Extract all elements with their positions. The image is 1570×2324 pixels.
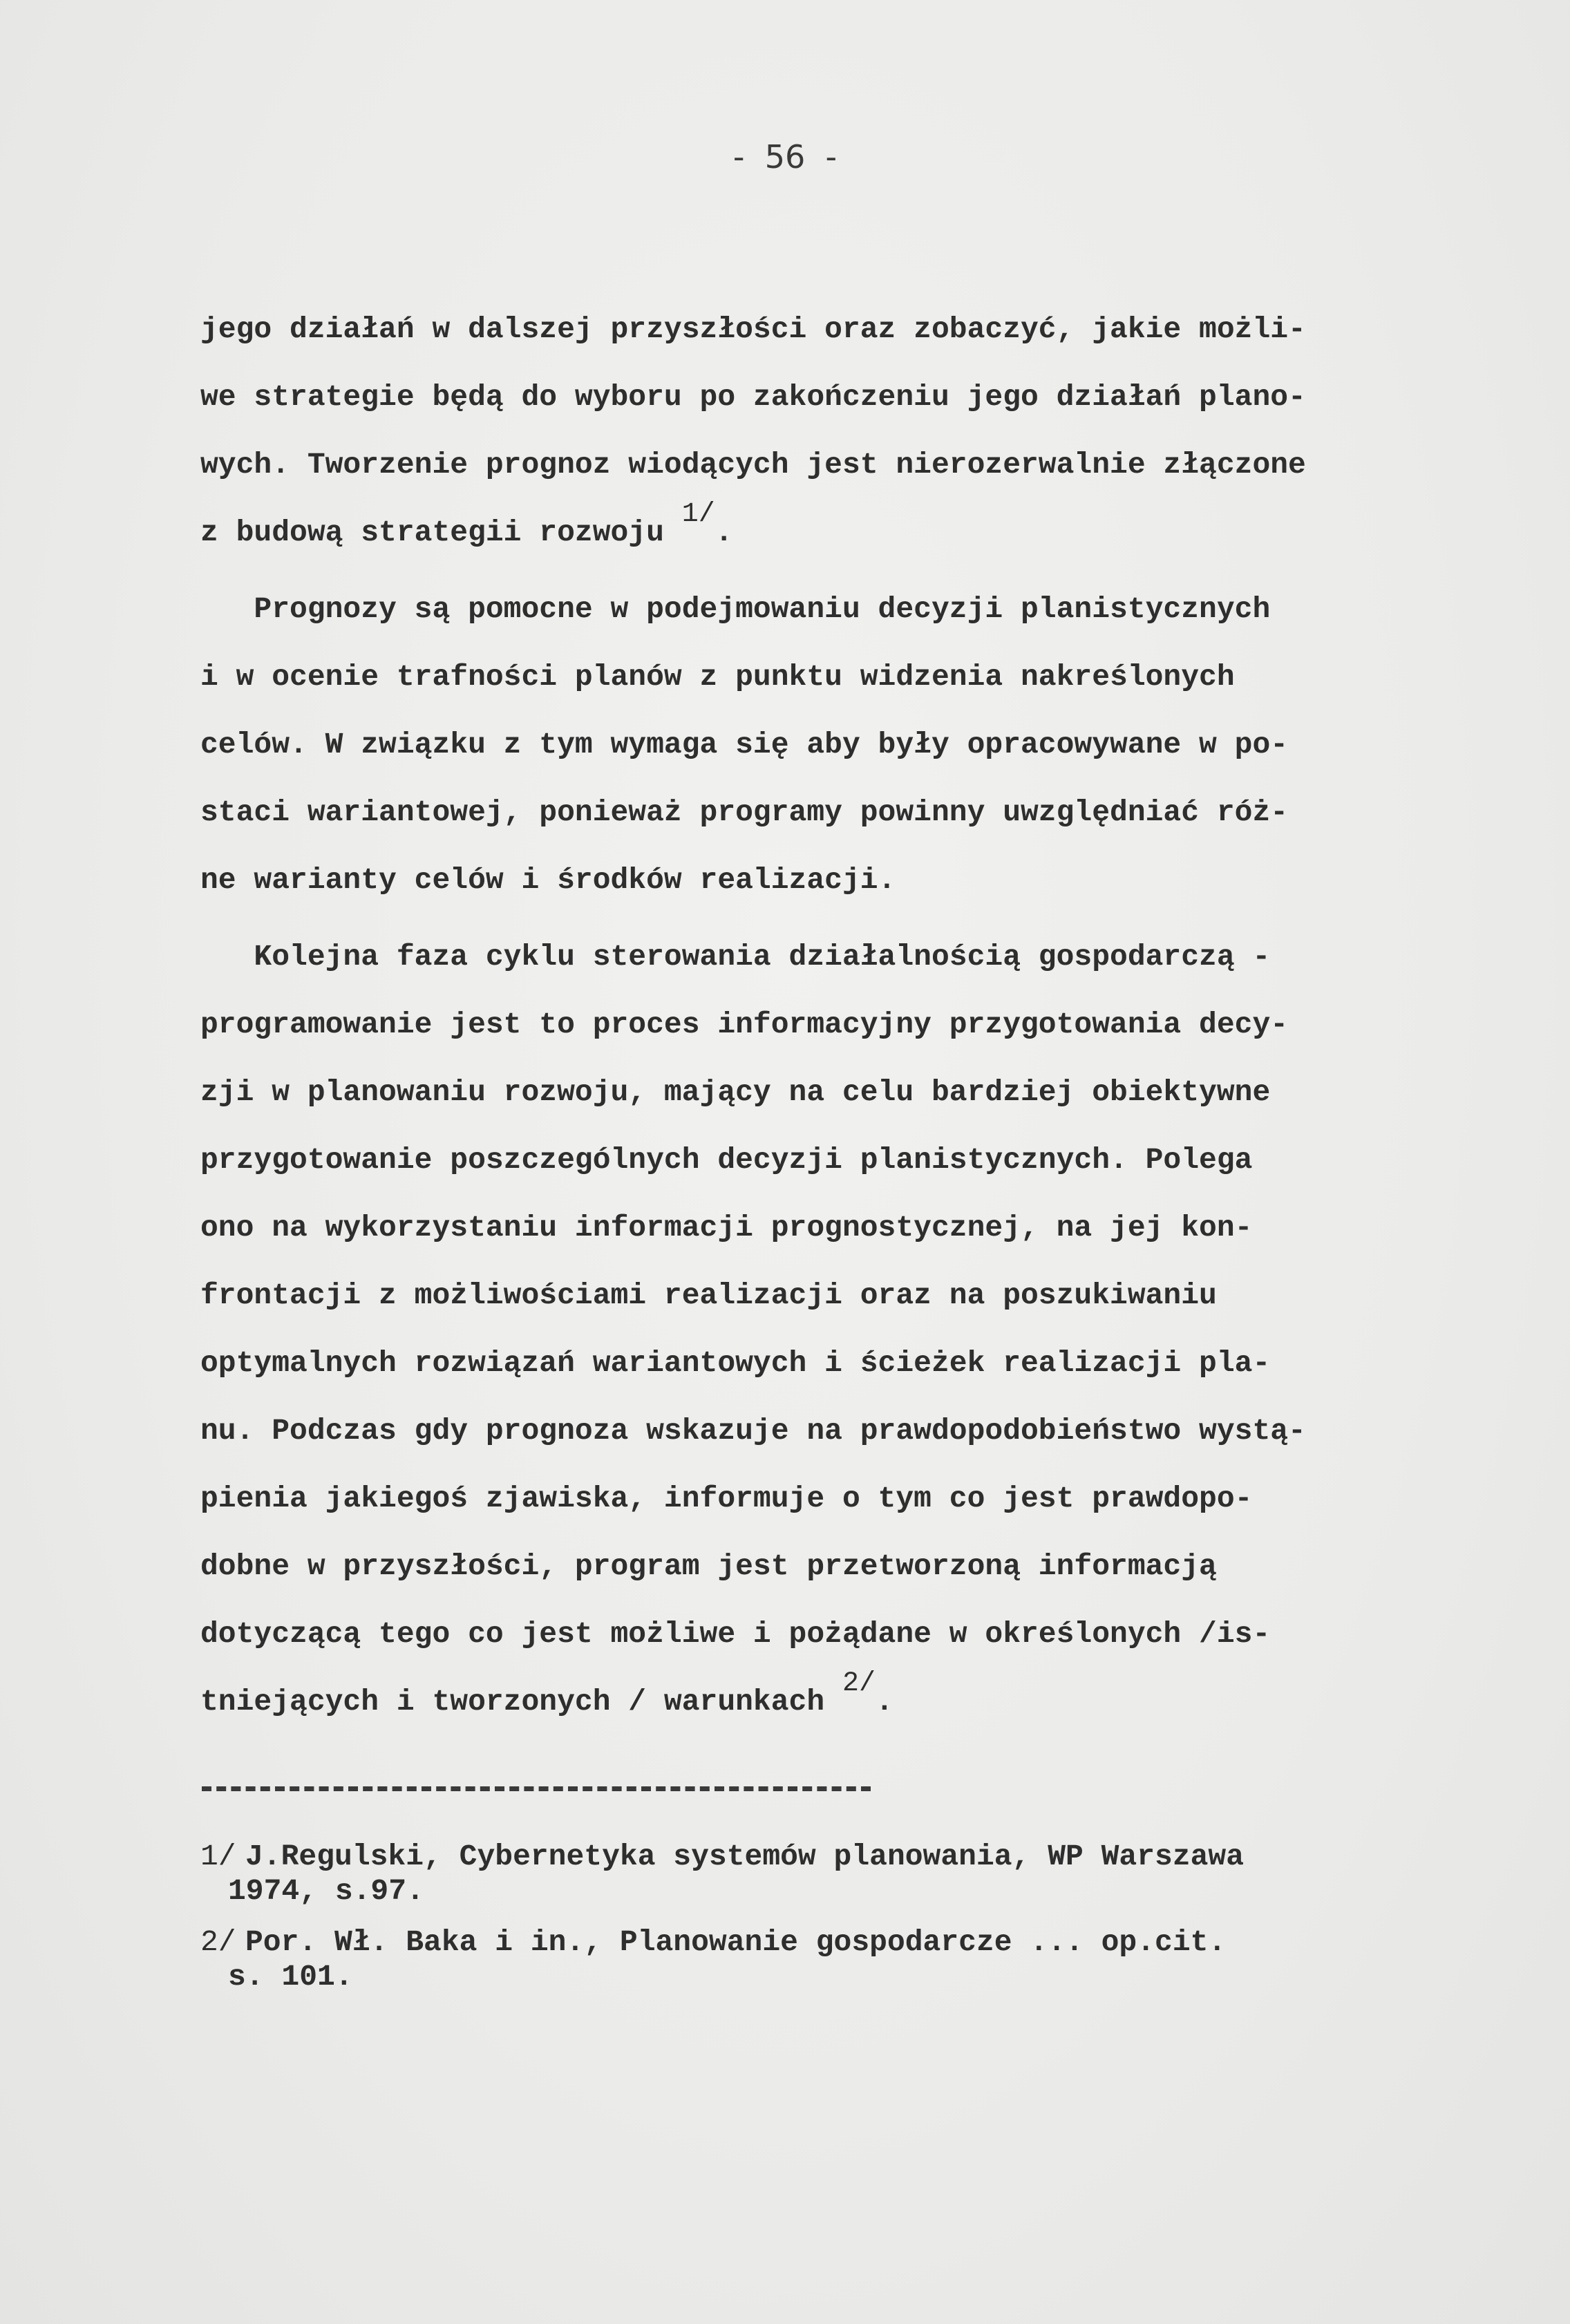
footnote-ref-2-period: .	[875, 1685, 893, 1719]
footnote-text: J.Regulski, Cybernetyka systemów planowania, WP Warszawa	[245, 1840, 1245, 1873]
body-line: Prognozy są pomocne w podejmowaniu decyzji planistycznych	[200, 592, 1271, 626]
body-line: optymalnych rozwiązań wariantowych i ścieżek realizacji pla-	[200, 1346, 1271, 1380]
body-line: dotyczącą tego co jest możliwe i pożądane w określonych /is-	[200, 1617, 1271, 1651]
footnote-ref-1-period: .	[715, 516, 733, 549]
body-line: celów. W związku z tym wymaga się aby były opracowywane w po-	[200, 728, 1289, 762]
body-line: wych. Tworzenie prognoz wiodących jest nierozerwalnie złączone	[200, 448, 1306, 482]
body-line: nu. Podczas gdy prognoza wskazuje na prawdopodobieństwo wystą-	[200, 1414, 1306, 1448]
body-line: programowanie jest to proces informacyjny przygotowania decy-	[200, 1008, 1289, 1041]
footnote-separator	[202, 1786, 871, 1791]
body-line: we strategie będą do wyboru po zakończeniu jego działań plano-	[200, 380, 1306, 414]
body-line: dobne w przyszłości, program jest przetworzoną informacją	[200, 1549, 1217, 1583]
body-line: zji w planowaniu rozwoju, mający na celu bardziej obiektywne	[200, 1075, 1271, 1109]
body-line: pienia jakiegoś zjawiska, informuje o tym co jest prawdopo-	[200, 1482, 1253, 1515]
footnote-marker: 2/	[200, 1925, 236, 1959]
body-line: ono na wykorzystaniu informacji prognostycznej, na jej kon-	[200, 1211, 1253, 1245]
footnote-text-cont: 1974, s.97.	[228, 1874, 424, 1908]
footnote-ref-2: 2/	[842, 1668, 876, 1699]
body-line: przygotowanie poszczególnych decyzji planistycznych. Polega	[200, 1143, 1253, 1177]
body-line-with-ref	[200, 499, 733, 551]
footnote-text: Por. Wł. Baka i in., Planowanie gospodarcze ... op.cit.	[245, 1925, 1227, 1959]
footnote-marker: 1/	[200, 1840, 236, 1873]
body-line: staci wariantowej, ponieważ programy powinny uwzględniać róż-	[200, 795, 1289, 829]
body-line: frontacji z możliwościami realizacji oraz na poszukiwaniu	[200, 1278, 1217, 1312]
footnote-text-cont: s. 101.	[228, 1960, 353, 1994]
body-line-with-ref	[200, 1668, 893, 1721]
body-line: z budową strategii rozwoju	[200, 516, 664, 549]
body-line: Kolejna faza cyklu sterowania działalnością gospodarczą -	[200, 940, 1271, 974]
footnote-ref-1: 1/	[681, 499, 715, 530]
body-line: i w ocenie trafności planów z punktu widzenia nakreślonych	[200, 660, 1235, 694]
page-number: - 56 -	[732, 138, 838, 176]
body-line: jego działań w dalszej przyszłości oraz zobaczyć, jakie możli-	[200, 312, 1306, 346]
body-line: tniejących i tworzonych / warunkach	[200, 1685, 825, 1719]
body-line: ne warianty celów i środków realizacji.	[200, 863, 896, 897]
